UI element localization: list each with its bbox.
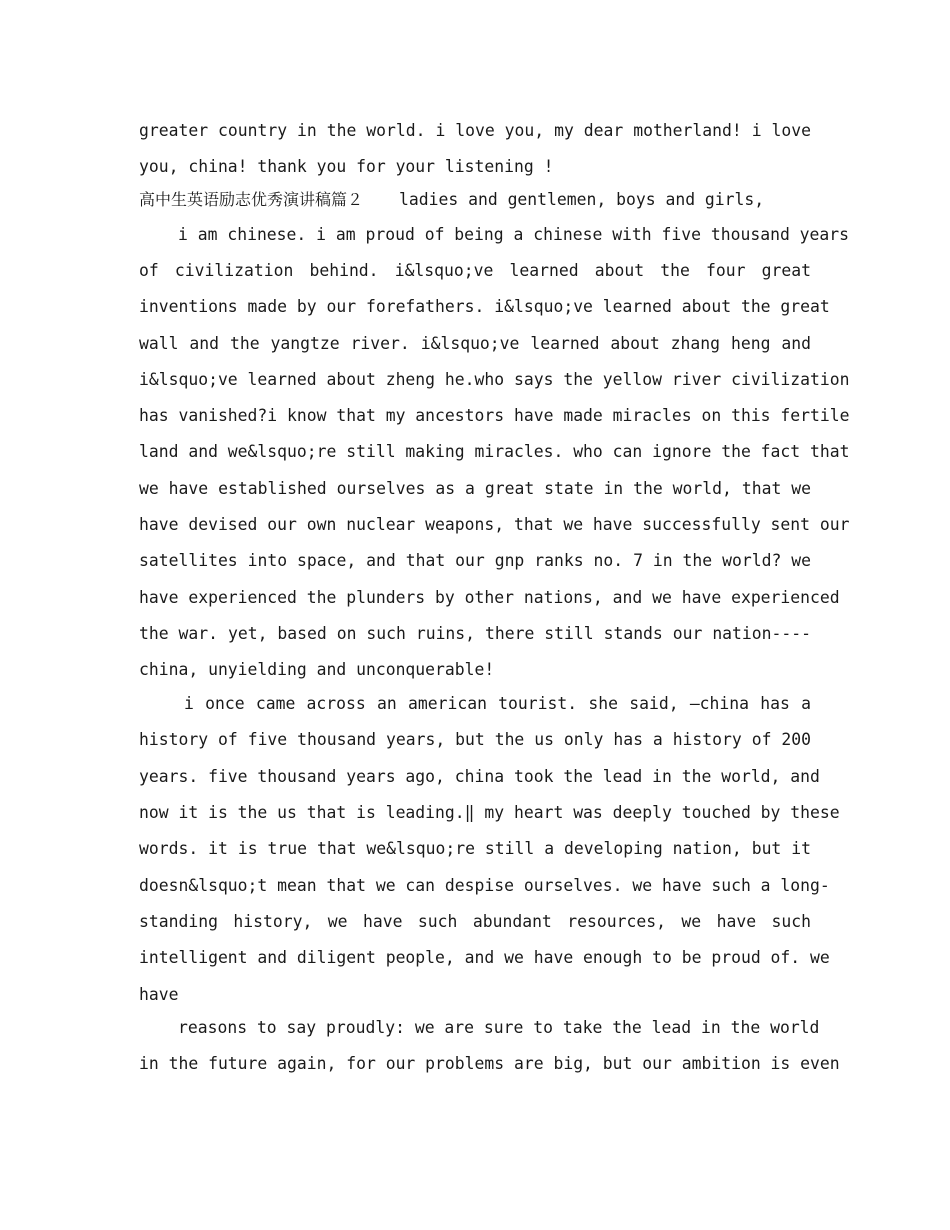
body-text-line: have [139, 985, 179, 1004]
body-text-line: china, unyielding and unconquerable! [139, 660, 495, 679]
body-text-line: you, china! thank you for your listening ! [139, 157, 554, 176]
body-text-line: i&lsquo;ve learned about zheng he.who says the yellow river civilization [139, 370, 850, 389]
body-text-line: years. five thousand years ago, china took the lead in the world, and [139, 767, 820, 786]
body-text-line: now it is the us that is leading.‖ my heart was deeply touched by these [139, 803, 840, 822]
body-text-line: in the future again, for our problems are big, but our ambition is even [139, 1054, 840, 1073]
body-text-line: wall and the yangtze river. i&lsquo;ve learned about zhang heng and [139, 334, 811, 353]
body-text-line: reasons to say proudly: we are sure to take the lead in the world [178, 1018, 820, 1037]
speech-title: 高中生英语励志优秀演讲稿篇２ [139, 190, 364, 209]
body-text-line: words. it is true that we&lsquo;re still a developing nation, but it [139, 839, 811, 858]
body-text-line: have devised our own nuclear weapons, that we have successfully sent our [139, 515, 850, 534]
body-text-line: satellites into space, and that our gnp ranks no. 7 in the world? we [139, 551, 811, 570]
body-text-line: doesn&lsquo;t mean that we can despise ourselves. we have such a long- [139, 876, 830, 895]
body-text-line: history of five thousand years, but the us only has a history of 200 [139, 730, 811, 749]
body-text-line: has vanished?i know that my ancestors have made miracles on this fertile [139, 406, 850, 425]
body-text-line: i once came across an american tourist. she said, —china has a [184, 694, 811, 713]
body-text-line: intelligent and diligent people, and we have enough to be proud of. we [139, 948, 830, 967]
body-text-line: land and we&lsquo;re still making miracles. who can ignore the fact that [139, 442, 850, 461]
body-text-line: have experienced the plunders by other nations, and we have experienced [139, 588, 840, 607]
body-text-line: the war. yet, based on such ruins, there still stands our nation---- [139, 624, 811, 643]
body-text-line: standing history, we have such abundant resources, we have such [139, 912, 811, 931]
body-text-line: we have established ourselves as a great state in the world, that we [139, 479, 811, 498]
body-text-line: of civilization behind. i&lsquo;ve learned about the four great [139, 261, 811, 280]
body-text-line: inventions made by our forefathers. i&lsquo;ve learned about the great [139, 297, 830, 316]
section-heading [139, 190, 764, 210]
speech-greeting: ladies and gentlemen, boys and girls, [399, 190, 765, 209]
body-text-line: i am chinese. i am proud of being a chinese with five thousand years [178, 225, 850, 244]
body-text-line: greater country in the world. i love you, my dear motherland! i love [139, 121, 811, 140]
